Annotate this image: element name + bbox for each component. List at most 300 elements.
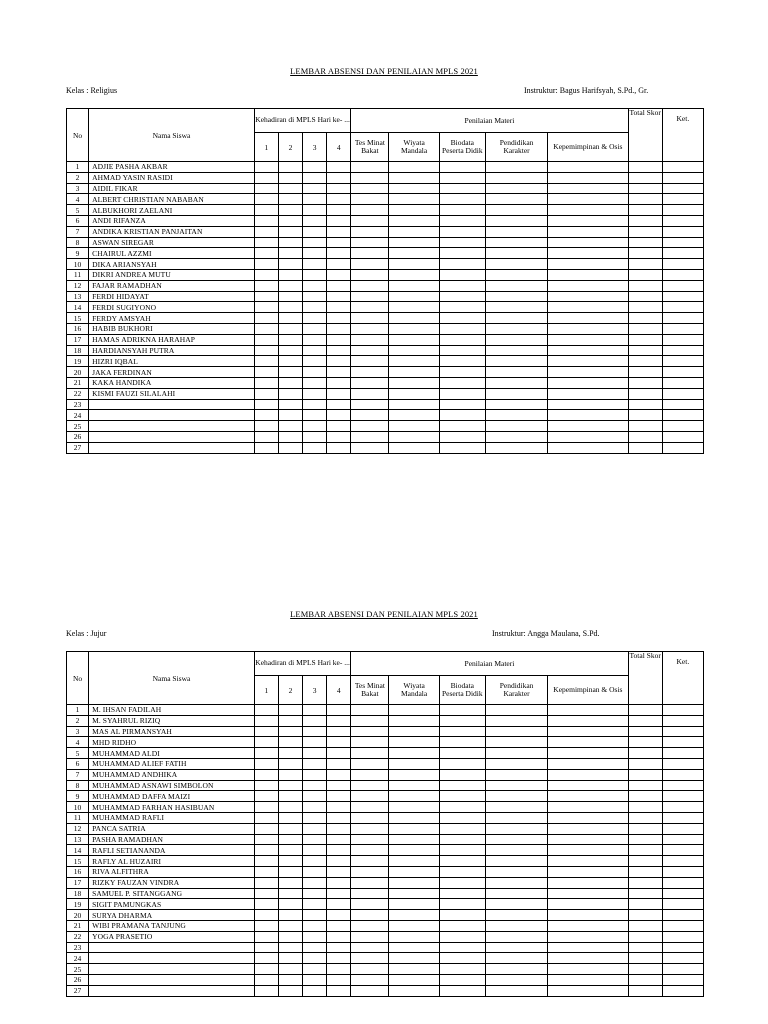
empty-cell: [254, 388, 278, 399]
empty-cell: [662, 812, 703, 823]
empty-cell: [303, 215, 327, 226]
empty-cell: [303, 910, 327, 921]
empty-cell: [327, 442, 351, 453]
empty-cell: [303, 845, 327, 856]
empty-cell: [628, 748, 662, 759]
empty-cell: [439, 410, 485, 421]
empty-cell: [327, 888, 351, 899]
empty-cell: [351, 334, 389, 345]
empty-cell: [389, 280, 439, 291]
empty-cell: [628, 974, 662, 985]
student-name: HIZRI IQBAL: [89, 356, 255, 367]
empty-cell: [662, 183, 703, 194]
empty-cell: [351, 269, 389, 280]
row-number: 18: [67, 345, 89, 356]
empty-cell: [278, 856, 302, 867]
student-name: JAKA FERDINAN: [89, 367, 255, 378]
empty-cell: [548, 931, 628, 942]
empty-cell: [389, 172, 439, 183]
empty-cell: [303, 377, 327, 388]
empty-cell: [389, 162, 439, 173]
empty-cell: [327, 367, 351, 378]
student-name: WIBI PRAMANA TANJUNG: [89, 920, 255, 931]
empty-cell: [351, 313, 389, 324]
empty-cell: [389, 877, 439, 888]
empty-cell: [628, 367, 662, 378]
empty-cell: [389, 823, 439, 834]
student-name: PANCA SATRIA: [89, 823, 255, 834]
empty-cell: [303, 877, 327, 888]
empty-cell: [548, 985, 628, 996]
empty-cell: [485, 334, 547, 345]
empty-cell: [327, 172, 351, 183]
empty-cell: [548, 291, 628, 302]
empty-cell: [548, 431, 628, 442]
row-number: 11: [67, 812, 89, 823]
empty-cell: [628, 985, 662, 996]
empty-cell: [662, 942, 703, 953]
empty-cell: [389, 291, 439, 302]
student-name: MUHAMMAD ALDI: [89, 748, 255, 759]
empty-cell: [327, 345, 351, 356]
row-number: 21: [67, 377, 89, 388]
empty-cell: [351, 215, 389, 226]
student-name: KAKA HANDIKA: [89, 377, 255, 388]
empty-cell: [548, 834, 628, 845]
empty-cell: [662, 769, 703, 780]
empty-cell: [254, 291, 278, 302]
student-name: DIKRI ANDREA MUTU: [89, 269, 255, 280]
empty-cell: [351, 737, 389, 748]
empty-cell: [439, 964, 485, 975]
row-number: 23: [67, 942, 89, 953]
empty-cell: [389, 248, 439, 259]
empty-cell: [389, 431, 439, 442]
student-name: AHMAD YASIN RASIDI: [89, 172, 255, 183]
empty-cell: [351, 920, 389, 931]
header-ket: Ket.: [662, 109, 703, 162]
empty-cell: [548, 421, 628, 432]
header-penilaian-materi: Penilaian Materi: [351, 109, 628, 133]
header-ket: Ket.: [662, 652, 703, 705]
row-number: 5: [67, 205, 89, 216]
empty-cell: [254, 323, 278, 334]
empty-cell: [389, 334, 439, 345]
table-row: [67, 737, 704, 748]
student-name: ANDI RIFANZA: [89, 215, 255, 226]
empty-cell: [327, 237, 351, 248]
empty-cell: [548, 769, 628, 780]
empty-cell: [327, 431, 351, 442]
empty-cell: [548, 823, 628, 834]
empty-cell: [254, 877, 278, 888]
empty-cell: [662, 259, 703, 270]
empty-cell: [389, 323, 439, 334]
row-number: 17: [67, 877, 89, 888]
empty-cell: [254, 974, 278, 985]
empty-cell: [389, 705, 439, 716]
empty-cell: [548, 323, 628, 334]
empty-cell: [439, 737, 485, 748]
empty-cell: [485, 237, 547, 248]
table-row: [67, 323, 704, 334]
empty-cell: [303, 791, 327, 802]
empty-cell: [485, 791, 547, 802]
empty-cell: [439, 162, 485, 173]
empty-cell: [327, 334, 351, 345]
empty-cell: [389, 910, 439, 921]
header-day-1: 1: [254, 676, 278, 705]
student-name: ADJIE PASHA AKBAR: [89, 162, 255, 173]
empty-cell: [485, 431, 547, 442]
row-number: 5: [67, 748, 89, 759]
student-name: RIZKY FAUZAN VINDRA: [89, 877, 255, 888]
empty-cell: [303, 812, 327, 823]
empty-cell: [662, 367, 703, 378]
header-no: No: [67, 652, 89, 705]
empty-cell: [439, 345, 485, 356]
empty-cell: [389, 226, 439, 237]
empty-cell: [548, 194, 628, 205]
empty-cell: [628, 205, 662, 216]
empty-cell: [485, 226, 547, 237]
student-name: FERDI HIDAYAT: [89, 291, 255, 302]
empty-cell: [254, 259, 278, 270]
empty-cell: [548, 269, 628, 280]
student-name: M. IHSAN FADILAH: [89, 705, 255, 716]
empty-cell: [303, 323, 327, 334]
empty-cell: [485, 323, 547, 334]
empty-cell: [351, 431, 389, 442]
empty-cell: [628, 737, 662, 748]
empty-cell: [389, 726, 439, 737]
empty-cell: [389, 313, 439, 324]
empty-cell: [254, 802, 278, 813]
student-name: MUHAMMAD FARHAN HASIBUAN: [89, 802, 255, 813]
empty-cell: [254, 769, 278, 780]
table-row: [67, 259, 704, 270]
table-row: [67, 705, 704, 716]
student-name: [89, 964, 255, 975]
empty-cell: [303, 269, 327, 280]
empty-cell: [389, 377, 439, 388]
empty-cell: [278, 769, 302, 780]
table-row: [67, 888, 704, 899]
empty-cell: [662, 737, 703, 748]
student-name: MUHAMMAD RAFLI: [89, 812, 255, 823]
class-label: Kelas : Religius: [66, 86, 118, 95]
empty-cell: [628, 845, 662, 856]
empty-cell: [485, 399, 547, 410]
empty-cell: [351, 877, 389, 888]
empty-cell: [628, 183, 662, 194]
empty-cell: [303, 291, 327, 302]
empty-cell: [254, 953, 278, 964]
empty-cell: [278, 215, 302, 226]
empty-cell: [439, 356, 485, 367]
empty-cell: [548, 964, 628, 975]
header-tes-minat-bakat: Tes Minat Bakat: [351, 676, 389, 705]
empty-cell: [485, 313, 547, 324]
empty-cell: [327, 748, 351, 759]
empty-cell: [303, 834, 327, 845]
empty-cell: [303, 931, 327, 942]
empty-cell: [278, 802, 302, 813]
empty-cell: [662, 888, 703, 899]
empty-cell: [254, 758, 278, 769]
empty-cell: [628, 715, 662, 726]
empty-cell: [389, 791, 439, 802]
empty-cell: [327, 248, 351, 259]
empty-cell: [662, 323, 703, 334]
empty-cell: [278, 715, 302, 726]
student-name: RAFLI SETIANANDA: [89, 845, 255, 856]
table-row: [67, 399, 704, 410]
empty-cell: [303, 442, 327, 453]
empty-cell: [389, 888, 439, 899]
empty-cell: [278, 410, 302, 421]
empty-cell: [278, 183, 302, 194]
empty-cell: [327, 421, 351, 432]
empty-cell: [278, 953, 302, 964]
empty-cell: [351, 758, 389, 769]
student-name: MUHAMMAD ASNAWI SIMBOLON: [89, 780, 255, 791]
header-day-3: 3: [303, 676, 327, 705]
empty-cell: [351, 226, 389, 237]
empty-cell: [327, 377, 351, 388]
empty-cell: [548, 748, 628, 759]
row-number: 24: [67, 953, 89, 964]
empty-cell: [628, 442, 662, 453]
attendance-table: [66, 108, 704, 454]
empty-cell: [548, 442, 628, 453]
empty-cell: [254, 431, 278, 442]
empty-cell: [351, 856, 389, 867]
header-nama-siswa: Nama Siswa: [89, 109, 255, 162]
empty-cell: [662, 334, 703, 345]
empty-cell: [662, 205, 703, 216]
empty-cell: [327, 780, 351, 791]
table-row: [67, 715, 704, 726]
student-name: M. SYAHRUL RIZIQ: [89, 715, 255, 726]
empty-cell: [439, 910, 485, 921]
empty-cell: [548, 356, 628, 367]
empty-cell: [351, 377, 389, 388]
empty-cell: [628, 291, 662, 302]
empty-cell: [628, 345, 662, 356]
row-number: 13: [67, 291, 89, 302]
empty-cell: [327, 715, 351, 726]
empty-cell: [254, 791, 278, 802]
empty-cell: [327, 769, 351, 780]
empty-cell: [548, 715, 628, 726]
empty-cell: [351, 705, 389, 716]
empty-cell: [662, 431, 703, 442]
header-pendidikan-karakter: Pendidikan Karakter: [485, 133, 547, 162]
empty-cell: [303, 172, 327, 183]
empty-cell: [351, 183, 389, 194]
table-row: [67, 172, 704, 183]
empty-cell: [351, 769, 389, 780]
empty-cell: [278, 758, 302, 769]
empty-cell: [254, 421, 278, 432]
student-name: [89, 974, 255, 985]
empty-cell: [351, 248, 389, 259]
row-number: 2: [67, 172, 89, 183]
student-name: DIKA ARIANSYAH: [89, 259, 255, 270]
empty-cell: [303, 356, 327, 367]
empty-cell: [389, 259, 439, 270]
empty-cell: [548, 953, 628, 964]
empty-cell: [351, 726, 389, 737]
empty-cell: [548, 780, 628, 791]
empty-cell: [278, 291, 302, 302]
empty-cell: [662, 856, 703, 867]
row-number: 25: [67, 421, 89, 432]
student-name: MAS AL PIRMANSYAH: [89, 726, 255, 737]
empty-cell: [628, 215, 662, 226]
table-row: [67, 345, 704, 356]
empty-cell: [254, 302, 278, 313]
empty-cell: [278, 237, 302, 248]
empty-cell: [662, 377, 703, 388]
table-row: [67, 367, 704, 378]
student-name: ANDIKA KRISTIAN PANJAITAN: [89, 226, 255, 237]
table-row: [67, 421, 704, 432]
empty-cell: [303, 705, 327, 716]
empty-cell: [303, 259, 327, 270]
empty-cell: [628, 726, 662, 737]
empty-cell: [548, 367, 628, 378]
empty-cell: [303, 248, 327, 259]
empty-cell: [254, 442, 278, 453]
empty-cell: [485, 834, 547, 845]
empty-cell: [439, 367, 485, 378]
empty-cell: [327, 162, 351, 173]
empty-cell: [303, 313, 327, 324]
empty-cell: [278, 388, 302, 399]
header-kehadiran: Kehadiran di MPLS Hari ke- ...: [254, 109, 350, 133]
empty-cell: [662, 237, 703, 248]
empty-cell: [662, 291, 703, 302]
empty-cell: [303, 345, 327, 356]
empty-cell: [439, 302, 485, 313]
empty-cell: [662, 931, 703, 942]
row-number: 10: [67, 802, 89, 813]
empty-cell: [389, 748, 439, 759]
empty-cell: [254, 215, 278, 226]
header-biodata: Biodata Peserta Didik: [439, 133, 485, 162]
empty-cell: [485, 974, 547, 985]
table-row: [67, 183, 704, 194]
table-row: [67, 748, 704, 759]
empty-cell: [389, 920, 439, 931]
table-row: [67, 302, 704, 313]
empty-cell: [628, 705, 662, 716]
empty-cell: [278, 705, 302, 716]
empty-cell: [303, 194, 327, 205]
empty-cell: [628, 953, 662, 964]
empty-cell: [278, 248, 302, 259]
empty-cell: [485, 442, 547, 453]
empty-cell: [351, 302, 389, 313]
empty-cell: [439, 899, 485, 910]
table-row: [67, 291, 704, 302]
student-name: PASHA RAMADHAN: [89, 834, 255, 845]
empty-cell: [439, 823, 485, 834]
empty-cell: [303, 866, 327, 877]
table-row: [67, 334, 704, 345]
row-number: 8: [67, 780, 89, 791]
empty-cell: [389, 899, 439, 910]
empty-cell: [389, 183, 439, 194]
empty-cell: [485, 183, 547, 194]
empty-cell: [485, 302, 547, 313]
empty-cell: [303, 431, 327, 442]
empty-cell: [628, 431, 662, 442]
row-number: 24: [67, 410, 89, 421]
empty-cell: [278, 964, 302, 975]
empty-cell: [548, 313, 628, 324]
empty-cell: [351, 237, 389, 248]
empty-cell: [485, 866, 547, 877]
empty-cell: [389, 410, 439, 421]
empty-cell: [327, 205, 351, 216]
empty-cell: [278, 162, 302, 173]
empty-cell: [439, 313, 485, 324]
empty-cell: [548, 226, 628, 237]
empty-cell: [278, 791, 302, 802]
empty-cell: [254, 910, 278, 921]
empty-cell: [254, 172, 278, 183]
empty-cell: [662, 194, 703, 205]
empty-cell: [485, 780, 547, 791]
header-day-3: 3: [303, 133, 327, 162]
empty-cell: [303, 953, 327, 964]
empty-cell: [548, 162, 628, 173]
empty-cell: [485, 705, 547, 716]
empty-cell: [278, 431, 302, 442]
empty-cell: [278, 931, 302, 942]
student-name: SIGIT PAMUNGKAS: [89, 899, 255, 910]
table-row: [67, 953, 704, 964]
empty-cell: [439, 377, 485, 388]
empty-cell: [303, 726, 327, 737]
row-number: 10: [67, 259, 89, 270]
empty-cell: [254, 888, 278, 899]
student-name: [89, 399, 255, 410]
empty-cell: [389, 802, 439, 813]
empty-cell: [389, 834, 439, 845]
empty-cell: [303, 974, 327, 985]
empty-cell: [303, 410, 327, 421]
empty-cell: [485, 205, 547, 216]
empty-cell: [628, 942, 662, 953]
empty-cell: [278, 726, 302, 737]
empty-cell: [662, 421, 703, 432]
empty-cell: [254, 942, 278, 953]
empty-cell: [254, 183, 278, 194]
empty-cell: [485, 162, 547, 173]
empty-cell: [439, 888, 485, 899]
empty-cell: [628, 421, 662, 432]
student-name: FERDI SUGIYONO: [89, 302, 255, 313]
student-name: [89, 953, 255, 964]
empty-cell: [628, 194, 662, 205]
header-day-1: 1: [254, 133, 278, 162]
empty-cell: [389, 780, 439, 791]
empty-cell: [628, 356, 662, 367]
